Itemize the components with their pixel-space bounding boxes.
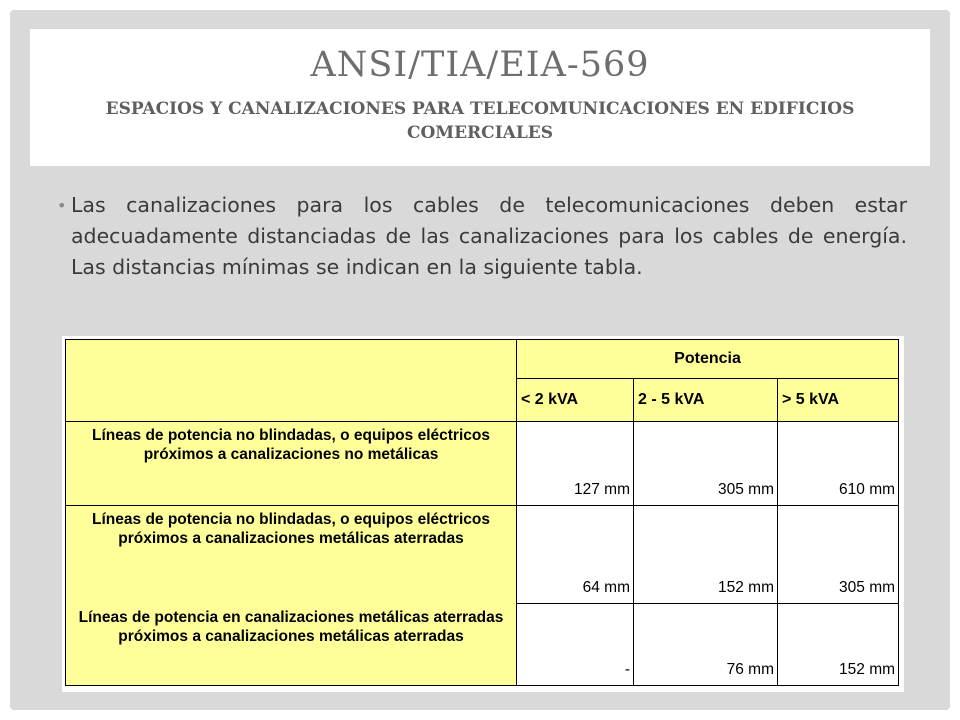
table-cell: 610 mm [778, 422, 899, 506]
header-potencia: Potencia [517, 340, 899, 379]
slide-subtitle: ESPACIOS Y CANALIZACIONES PARA TELECOMUNICACIONES EN EDIFICIOS COMERCIALES [105, 99, 855, 143]
table-cell: - [517, 604, 634, 686]
table-row [66, 506, 899, 604]
column-header: < 2 kVA [517, 379, 634, 422]
table-cell: 76 mm [634, 604, 778, 686]
bullet-text: Las canalizaciones para los cables de telecomunicaciones deben estar adecuadamente distanciadas de las canalizaciones para los cables de energía. Las distancias mínimas se indican en la siguiente tabla. [71, 193, 907, 279]
table-cell: 64 mm [517, 506, 634, 604]
distance-table-container [62, 336, 904, 692]
table-cell: 152 mm [634, 506, 778, 604]
row-label: Líneas de potencia en canalizaciones metálicas aterradas próximos a canalizaciones metálicas aterradas [66, 604, 517, 686]
bullet-paragraph [57, 190, 907, 283]
row-label: Líneas de potencia no blindadas, o equipos eléctricos próximos a canalizaciones metálicas aterradas [66, 506, 517, 604]
slide-title: ANSI/TIA/EIA-569 [310, 45, 650, 85]
table-cell: 305 mm [634, 422, 778, 506]
table-row [66, 604, 899, 686]
table-cell: 152 mm [778, 604, 899, 686]
distance-table [65, 339, 899, 686]
table-cell: 127 mm [517, 422, 634, 506]
corner-cell [66, 340, 517, 379]
table-cell: 305 mm [778, 506, 899, 604]
corner-cell-lower [66, 379, 517, 422]
title-box [30, 29, 930, 166]
column-header: > 5 kVA [778, 379, 899, 422]
bullet-dot-icon: • [57, 196, 67, 215]
row-label: Líneas de potencia no blindadas, o equipos eléctricos próximos a canalizaciones no metálicas [66, 422, 517, 506]
table-row [66, 422, 899, 506]
column-header: 2 - 5 kVA [634, 379, 778, 422]
